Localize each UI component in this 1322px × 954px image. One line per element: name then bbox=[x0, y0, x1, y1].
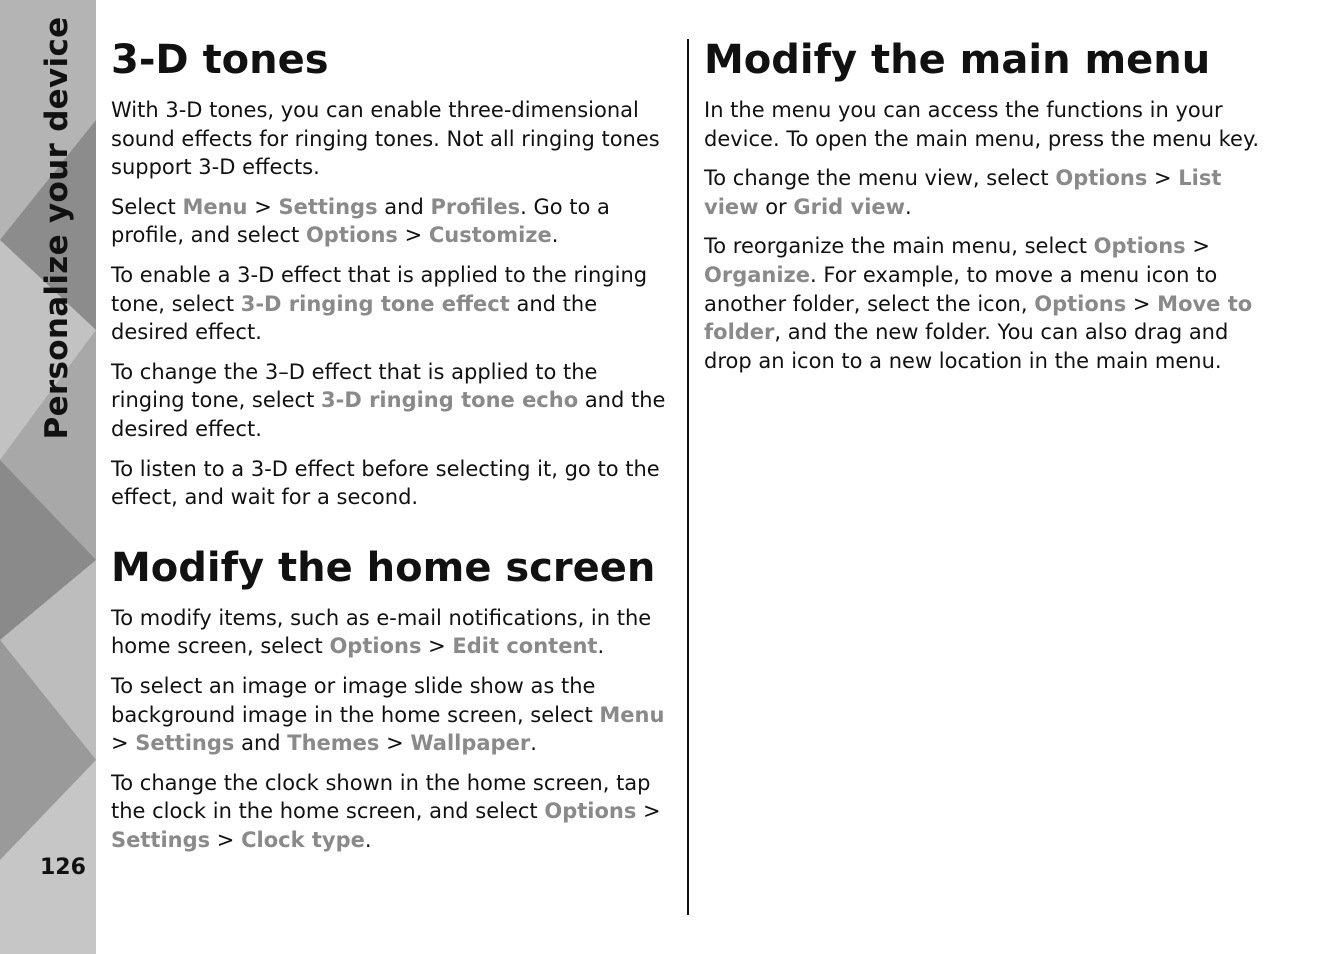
heading-3d-tones: 3-D tones bbox=[111, 37, 329, 83]
keyword-wallpaper: Wallpaper bbox=[410, 731, 531, 756]
keyword-options: Options bbox=[1055, 166, 1148, 191]
keyword-options: Options bbox=[305, 223, 398, 248]
right-column bbox=[704, 36, 1274, 386]
keyword-list-view: List view bbox=[704, 166, 1222, 219]
keyword-settings: Settings bbox=[135, 731, 235, 756]
paragraph-3d-intro: With 3-D tones, you can enable three-dimensional sound effects for ringing tones. Not all ringing tones support 3-D effects. bbox=[111, 98, 660, 180]
keyword-grid-view: Grid view bbox=[793, 194, 906, 219]
page-number: 126 bbox=[40, 855, 86, 880]
paragraph-menu-reorganize: To reorganize the main menu, select Options > Organize. For example, to move a menu icon to another folder, select the icon, Options > Move to folder, and the new folder. You can also drag and drop an icon to a new location in the main menu. bbox=[704, 234, 1253, 373]
paragraph-menu-intro: In the menu you can access the functions in your device. To open the main menu, press the menu key. bbox=[704, 98, 1260, 151]
paragraph-3d-listen: To listen to a 3-D effect before selecting it, go to the effect, and wait for a second. bbox=[111, 456, 660, 510]
paragraph-3d-select: Select Menu > Settings and Profiles. Go to a profile, and select Options > Customize. bbox=[111, 194, 610, 248]
column-divider bbox=[687, 39, 689, 915]
keyword-move-to-folder: Move to folder bbox=[704, 291, 1253, 345]
paragraph-3d-effect: To enable a 3-D effect that is applied to the ringing tone, select 3-D ringing tone effect and the desired effect. bbox=[111, 262, 648, 345]
keyword-customize: Customize bbox=[428, 223, 552, 248]
left-column bbox=[111, 36, 677, 865]
side-band bbox=[0, 0, 96, 954]
keyword-settings: Settings bbox=[278, 194, 378, 219]
paragraph-3d-echo: To change the 3–D effect that is applied to the ringing tone, select 3-D ringing tone echo and the desired effect. bbox=[111, 359, 666, 441]
keyword-options: Options bbox=[1093, 234, 1186, 259]
keyword-ringing-tone-effect: 3-D ringing tone effect bbox=[240, 291, 510, 316]
heading-home-screen: Modify the home screen bbox=[111, 544, 656, 591]
keyword-organize: Organize bbox=[704, 262, 811, 287]
keyword-clock-type: Clock type bbox=[241, 827, 365, 852]
paragraph-home-wallpaper: To select an image or image slide show as the background image in the home screen, select Menu > Settings and Themes > Wallpaper. bbox=[111, 673, 665, 756]
keyword-themes: Themes bbox=[287, 731, 380, 756]
keyword-settings: Settings bbox=[111, 827, 211, 852]
section-title: Personalize your device bbox=[39, 16, 75, 440]
keyword-menu: Menu bbox=[182, 194, 248, 219]
keyword-options: Options bbox=[1034, 291, 1127, 316]
paragraph-menu-view: To change the menu view, select Options > List view or Grid view. bbox=[704, 166, 1222, 219]
paragraph-home-modify: To modify items, such as e-mail notifications, in the home screen, select Options > Edit content. bbox=[111, 605, 652, 659]
keyword-profiles: Profiles bbox=[430, 194, 521, 219]
heading-main-menu: Modify the main menu bbox=[704, 37, 1211, 83]
keyword-menu: Menu bbox=[599, 702, 665, 727]
keyword-options: Options bbox=[544, 799, 637, 824]
paragraph-home-clock: To change the clock shown in the home screen, tap the clock in the home screen, and select Options > Settings > Clock type. bbox=[111, 770, 661, 852]
keyword-edit-content: Edit content bbox=[452, 634, 598, 659]
keyword-ringing-tone-echo: 3-D ringing tone echo bbox=[321, 388, 579, 413]
keyword-options: Options bbox=[329, 634, 422, 659]
